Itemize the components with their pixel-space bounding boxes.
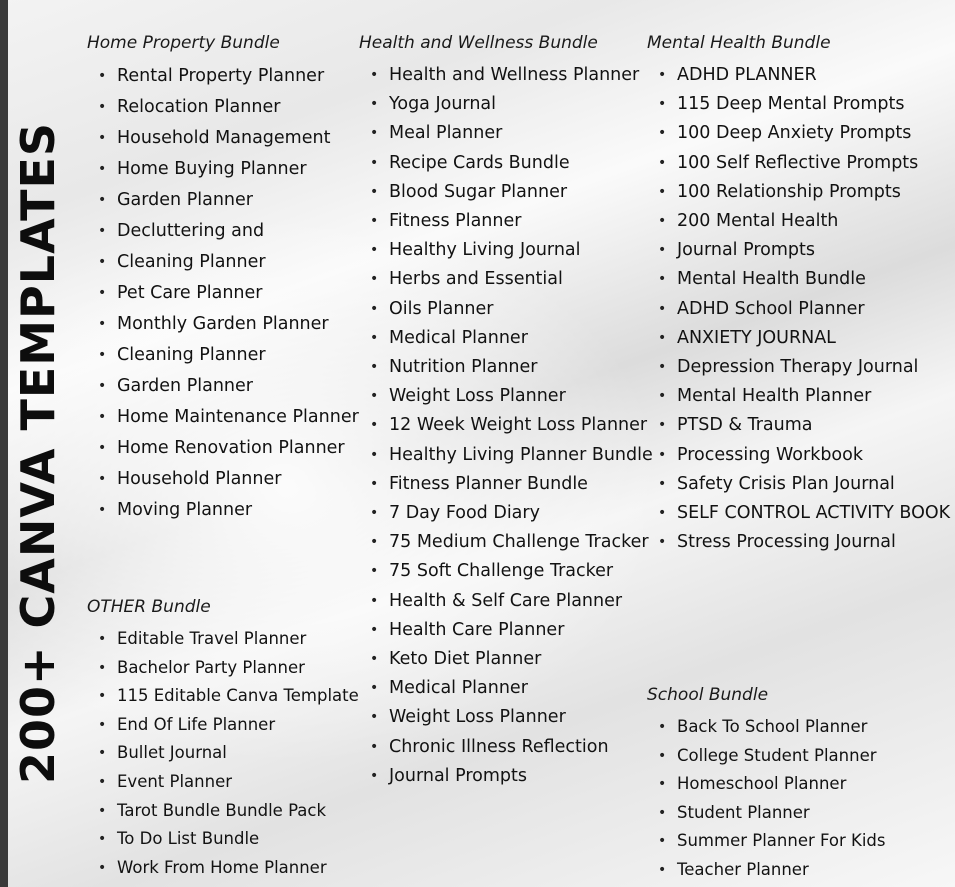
- school-bundle-section: [647, 685, 886, 885]
- list-item: • 75 Medium Challenge Tracker: [359, 528, 653, 557]
- list-item: • College Student Planner: [647, 742, 886, 771]
- list-item: • Mental Health Bundle: [647, 265, 950, 294]
- bundle-list: [359, 61, 653, 791]
- section-title: Home Property Bundle: [87, 33, 280, 53]
- list-item: • Oils Planner: [359, 295, 653, 324]
- list-item: • Back To School Planner: [647, 713, 886, 742]
- list-item: • Tarot Bundle Bundle Pack: [87, 797, 359, 826]
- list-item: • Healthy Living Planner Bundle: [359, 441, 653, 470]
- list-item: • Health Care Planner: [359, 616, 653, 645]
- list-item: • Editable Travel Planner: [87, 625, 359, 654]
- list-item: • Garden Planner: [87, 371, 359, 402]
- list-item: • Bachelor Party Planner: [87, 654, 359, 683]
- list-item: • Health & Self Care Planner: [359, 587, 653, 616]
- list-item: • Fitness Planner Bundle: [359, 470, 653, 499]
- bundle-list: [647, 713, 886, 885]
- list-item: • Medical Planner: [359, 674, 653, 703]
- left-edge-bar: [0, 0, 8, 887]
- health-wellness-section: [359, 33, 653, 791]
- list-item: • Garden Planner: [87, 185, 359, 216]
- bundle-list: [87, 61, 359, 526]
- list-item: • Mental Health Planner: [647, 382, 950, 411]
- list-item: • Processing Workbook: [647, 441, 950, 470]
- list-item: • PTSD & Trauma: [647, 411, 950, 440]
- list-item: • Nutrition Planner: [359, 353, 653, 382]
- vertical-title-text: 200+ CANVA TEMPLATES: [11, 121, 65, 784]
- list-item: • Decluttering and: [87, 216, 359, 247]
- other-bundle-section: [87, 597, 359, 882]
- list-item: • Meal Planner: [359, 119, 653, 148]
- list-item: • Chronic Illness Reflection: [359, 733, 653, 762]
- list-item: • Event Planner: [87, 768, 359, 797]
- list-item: • Yoga Journal: [359, 90, 653, 119]
- list-item: • End Of Life Planner: [87, 711, 359, 740]
- list-item: • Rental Property Planner: [87, 61, 359, 92]
- mental-health-section: [647, 33, 950, 557]
- list-item: • Stress Processing Journal: [647, 528, 950, 557]
- list-item: • 100 Self Reflective Prompts: [647, 149, 950, 178]
- list-item: • Moving Planner: [87, 495, 359, 526]
- list-item: • Home Buying Planner: [87, 154, 359, 185]
- list-item: • 115 Deep Mental Prompts: [647, 90, 950, 119]
- list-item: • Safety Crisis Plan Journal: [647, 470, 950, 499]
- list-item: • ANXIETY JOURNAL: [647, 324, 950, 353]
- list-item: • Household Planner: [87, 464, 359, 495]
- list-item: • Work From Home Planner: [87, 854, 359, 883]
- list-item: • 7 Day Food Diary: [359, 499, 653, 528]
- list-item: • Fitness Planner: [359, 207, 653, 236]
- list-item: • Herbs and Essential: [359, 265, 653, 294]
- list-item: • Recipe Cards Bundle: [359, 149, 653, 178]
- section-title: Mental Health Bundle: [647, 33, 831, 53]
- section-title: Health and Wellness Bundle: [359, 33, 598, 53]
- list-item: • Relocation Planner: [87, 92, 359, 123]
- list-item: • Journal Prompts: [647, 236, 950, 265]
- list-item: • Home Maintenance Planner: [87, 402, 359, 433]
- list-item: • 115 Editable Canva Template: [87, 682, 359, 711]
- list-item: • To Do List Bundle: [87, 825, 359, 854]
- home-property-section: [87, 33, 359, 526]
- list-item: • Teacher Planner: [647, 856, 886, 885]
- vertical-title: [8, 121, 68, 784]
- list-item: • Monthly Garden Planner: [87, 309, 359, 340]
- list-item: • Homeschool Planner: [647, 770, 886, 799]
- list-item: • Depression Therapy Journal: [647, 353, 950, 382]
- list-item: • 75 Soft Challenge Tracker: [359, 557, 653, 586]
- bundle-list: [647, 61, 950, 557]
- list-item: • Health and Wellness Planner: [359, 61, 653, 90]
- list-item: • Home Renovation Planner: [87, 433, 359, 464]
- list-item: • SELF CONTROL ACTIVITY BOOK: [647, 499, 950, 528]
- list-item: • ADHD School Planner: [647, 295, 950, 324]
- list-item: • 200 Mental Health: [647, 207, 950, 236]
- list-item: • Medical Planner: [359, 324, 653, 353]
- list-item: • Summer Planner For Kids: [647, 827, 886, 856]
- section-title: OTHER Bundle: [87, 597, 211, 617]
- list-item: • Cleaning Planner: [87, 247, 359, 278]
- list-item: • Household Management: [87, 123, 359, 154]
- bundle-list: [87, 625, 359, 882]
- section-title: School Bundle: [647, 685, 769, 705]
- list-item: • Weight Loss Planner: [359, 382, 653, 411]
- list-item: • Blood Sugar Planner: [359, 178, 653, 207]
- list-item: • Keto Diet Planner: [359, 645, 653, 674]
- list-item: • Healthy Living Journal: [359, 236, 653, 265]
- list-item: • Student Planner: [647, 799, 886, 828]
- list-item: • 12 Week Weight Loss Planner: [359, 411, 653, 440]
- list-item: • Cleaning Planner: [87, 340, 359, 371]
- list-item: • Pet Care Planner: [87, 278, 359, 309]
- list-item: • ADHD PLANNER: [647, 61, 950, 90]
- list-item: • 100 Relationship Prompts: [647, 178, 950, 207]
- list-item: • 100 Deep Anxiety Prompts: [647, 119, 950, 148]
- list-item: • Journal Prompts: [359, 762, 653, 791]
- list-item: • Bullet Journal: [87, 739, 359, 768]
- list-item: • Weight Loss Planner: [359, 703, 653, 732]
